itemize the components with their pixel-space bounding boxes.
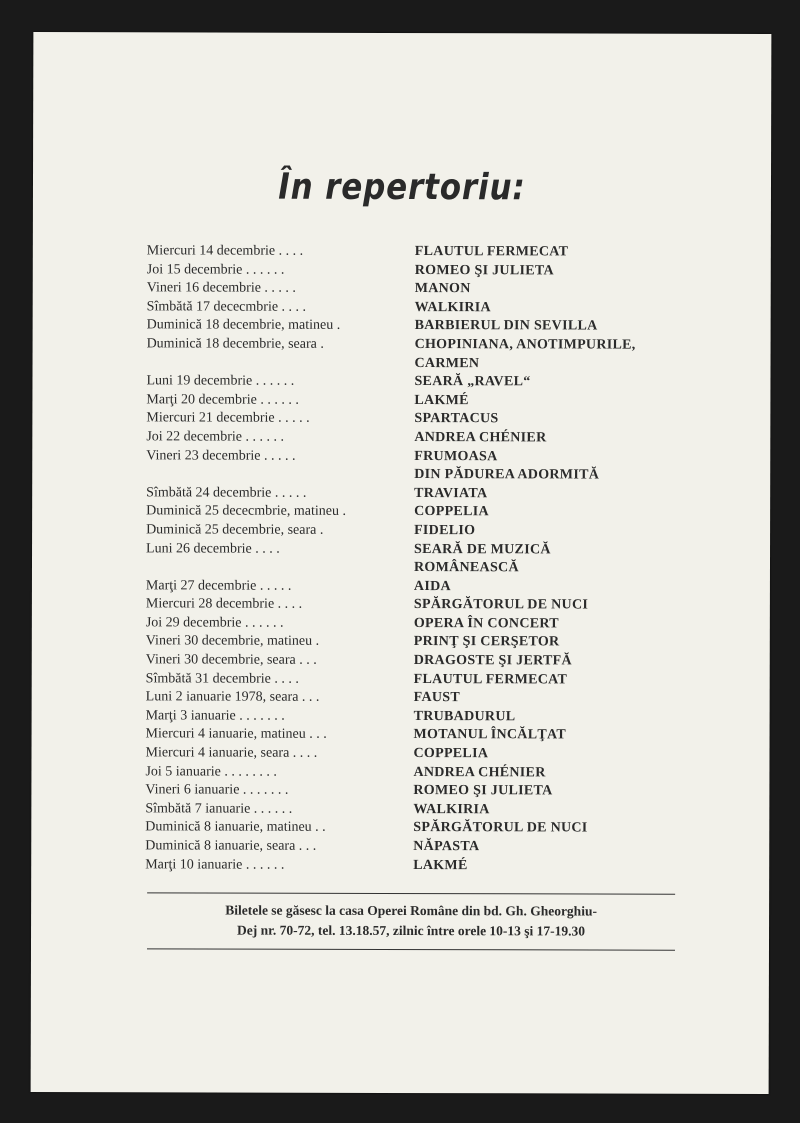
performance-date: Marţi 20 decembrie . . . . . . <box>146 392 299 408</box>
performance-title: SPARTACUS <box>414 411 499 427</box>
schedule-row <box>146 521 676 541</box>
ticket-info-line-1: Biletele se găsesc la casa Operei Române din bd. Gh. Gheorghiu- <box>225 902 597 919</box>
schedule-row <box>146 540 676 579</box>
schedule-row <box>146 596 676 616</box>
performance-date: Luni 2 ianuarie 1978, seara . . . <box>145 689 320 706</box>
repertoire-schedule <box>145 242 677 876</box>
performance-title: AIDA <box>413 578 451 594</box>
performance-date: Miercuri 28 decembrie . . . . <box>145 596 303 613</box>
performance-date: Duminică 8 ianuarie, seara . . . <box>145 838 317 854</box>
performance-date: Vineri 30 decembrie, matineu . <box>145 633 320 650</box>
performance-title: ROMEO ŞI JULIETA <box>414 262 554 278</box>
performance-date: Vineri 6 ianuarie . . . . . . . <box>145 782 289 798</box>
performance-date: Miercuri 4 ianuarie, matineu . . . <box>145 726 327 743</box>
performance-date: Sîmbătă 31 decembrie . . . . <box>145 670 299 687</box>
performance-date: Sîmbătă 7 ianuarie . . . . . . <box>145 801 293 817</box>
performance-title: FRUMOASA DIN PĂDUREA ADORMITĂ <box>414 448 600 483</box>
performance-date: Joi 15 decembrie . . . . . . <box>146 261 285 278</box>
performance-date: Duminică 25 decembrie, seara . <box>146 522 324 538</box>
schedule-row <box>146 689 676 709</box>
performance-title: FLAUTUL FERMECAT <box>413 671 568 688</box>
performance-title: COPPELIA <box>413 746 489 762</box>
schedule-row <box>145 744 675 764</box>
performance-date: Joi 29 decembrie . . . . . . <box>145 615 284 631</box>
performance-title: FLAUTUL FERMECAT <box>414 244 569 260</box>
performance-title: ROMEO ŞI JULIETA <box>413 783 553 799</box>
top-divider <box>147 892 675 894</box>
schedule-row <box>146 484 676 504</box>
performance-title: LAKMÉ <box>414 392 469 408</box>
schedule-row <box>146 633 676 653</box>
performance-date: Vineri 30 decembrie, seara . . . <box>145 652 317 668</box>
performance-date: Miercuri 21 decembrie . . . . . <box>146 410 310 427</box>
performance-title: MANON <box>414 281 471 297</box>
performance-title: DRAGOSTE ŞI JERTFĂ <box>413 653 572 669</box>
schedule-row <box>146 707 676 727</box>
schedule-row <box>147 261 677 281</box>
performance-title: COPPELIA <box>414 504 489 520</box>
schedule-row <box>146 577 676 597</box>
performance-title: FAUST <box>413 690 461 706</box>
bottom-divider <box>147 948 675 950</box>
performance-title: OPERA ÎN CONCERT <box>413 615 559 632</box>
schedule-row <box>147 242 677 262</box>
performance-date: Sîmbătă 24 decembrie . . . . . <box>146 485 307 501</box>
performance-title: ANDREA CHÉNIER <box>413 764 546 781</box>
page-title: În repertoriu: <box>278 166 526 209</box>
performance-date: Luni 26 decembrie . . . . <box>146 540 280 557</box>
performance-date: Miercuri 14 decembrie . . . . <box>146 243 304 259</box>
schedule-row <box>146 726 676 746</box>
performance-title: ANDREA CHÉNIER <box>414 429 547 446</box>
performance-title: SPĂRGĂTORUL DE NUCI <box>413 820 588 836</box>
schedule-row <box>146 447 676 486</box>
schedule-row <box>145 800 675 820</box>
performance-date: Marţi 3 ianuarie . . . . . . . <box>145 708 285 724</box>
performance-title: WALKIRIA <box>413 801 490 818</box>
performance-date: Duminică 18 decembrie, matineu . <box>146 317 341 334</box>
performance-title: CHOPINIANA, ANOTIMPURILE, CARMEN <box>414 337 636 371</box>
schedule-row <box>146 670 676 690</box>
performance-date: Miercuri 4 ianuarie, seara . . . . <box>145 745 318 761</box>
performance-title: SEARĂ „RAVEL“ <box>414 374 531 390</box>
performance-date: Duminică 18 decembrie, seara . <box>146 336 324 352</box>
ticket-info-line-2: Dej nr. 70-72, tel. 13.18.57, zilnic între orele 10-13 şi 17-19.30 <box>236 922 586 939</box>
performance-title: SPĂRGĂTORUL DE NUCI <box>413 597 589 613</box>
schedule-row <box>147 298 677 318</box>
performance-title: PRINŢ ŞI CERŞETOR <box>413 634 560 650</box>
performance-title: TRAVIATA <box>414 485 488 501</box>
schedule-row <box>146 335 676 374</box>
performance-date: Sîmbătă 17 dececmbrie . . . . <box>146 299 307 315</box>
schedule-row <box>145 837 675 857</box>
performance-date: Duminică 8 ianuarie, matineu . . <box>145 819 326 836</box>
schedule-row <box>145 763 675 783</box>
schedule-row <box>146 428 676 448</box>
schedule-row <box>145 856 675 876</box>
schedule-row <box>146 614 676 634</box>
schedule-row <box>147 317 677 337</box>
schedule-row <box>147 280 677 300</box>
schedule-row <box>146 410 676 430</box>
performance-date: Joi 5 ianuarie . . . . . . . . <box>145 763 277 780</box>
performance-date: Marţi 27 decembrie . . . . . <box>145 578 292 594</box>
performance-title: LAKMÉ <box>413 857 468 873</box>
performance-title: SEARĂ DE MUZICĂ ROMÂNEASCĂ <box>413 541 551 576</box>
performance-date: Luni 19 decembrie . . . . . . <box>146 373 295 389</box>
performance-date: Joi 22 decembrie . . . . . . <box>146 429 284 445</box>
performance-date: Duminică 25 dececmbrie, matineu . <box>146 503 346 520</box>
ticket-info <box>143 900 679 941</box>
performance-title: NĂPASTA <box>413 839 480 855</box>
performance-title: WALKIRIA <box>414 299 492 316</box>
performance-title: TRUBADURUL <box>413 708 516 725</box>
performance-title: BARBIERUL DIN SEVILLA <box>414 318 598 334</box>
performance-date: Marţi 10 ianuarie . . . . . . <box>145 856 285 873</box>
performance-date: Vineri 23 decembrie . . . . . <box>146 447 296 464</box>
performance-title: MOTANUL ÎNCĂLŢAT <box>413 727 567 743</box>
schedule-row <box>145 819 675 839</box>
schedule-row <box>146 372 676 392</box>
schedule-row <box>145 782 675 802</box>
schedule-row <box>146 651 676 671</box>
schedule-row <box>146 503 676 523</box>
performance-date: Vineri 16 decembrie . . . . . <box>146 280 296 296</box>
performance-title: FIDELIO <box>414 522 476 539</box>
schedule-row <box>146 391 676 411</box>
program-page <box>31 32 772 1094</box>
